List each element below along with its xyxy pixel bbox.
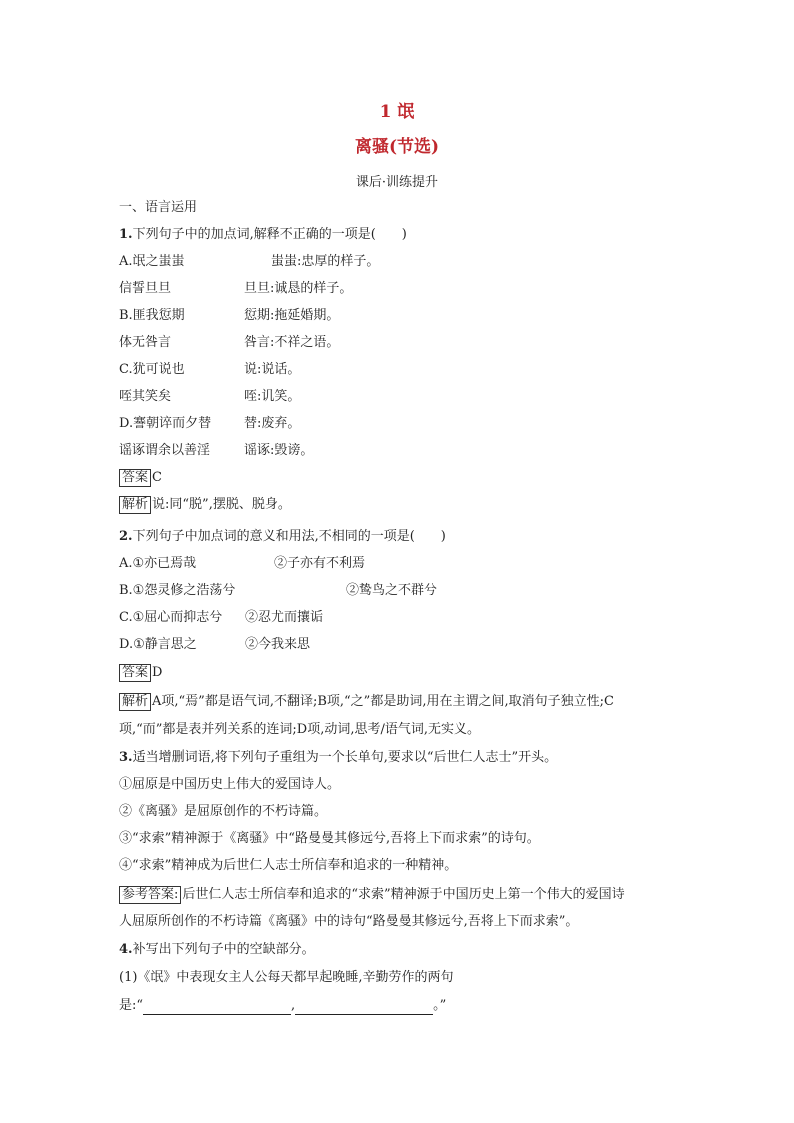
fill-prefix: 是:“ [119, 998, 144, 1013]
analysis-line [119, 693, 614, 711]
option-pair: ②今我来思 [245, 637, 311, 652]
option-row: D.謇朝谇而夕替 [119, 416, 212, 431]
option-row: D.①静言思之 [119, 637, 197, 652]
answer-value: C [152, 470, 162, 485]
fill-in-line [119, 997, 446, 1015]
part-heading: 一、语言运用 [119, 200, 198, 215]
option-row: B.①怨灵修之浩荡兮 [119, 583, 236, 598]
option-row: A.氓之蚩蚩 [119, 254, 185, 269]
analysis-line [119, 496, 291, 514]
option-row: 咥其笑矣 [119, 389, 172, 404]
answer-value: D [152, 665, 163, 680]
answer-line [119, 664, 162, 682]
option-gloss: 蚩蚩:忠厚的样子。 [271, 254, 380, 269]
reference-answer-continuation: 人屈原所创作的不朽诗篇《离骚》中的诗句“路曼曼其修远兮,吾将上下而求索”。 [119, 914, 579, 929]
answer-line [119, 469, 162, 487]
list-item: ④“求索”精神成为后世仁人志士所信奉和追求的一种精神。 [119, 858, 458, 873]
option-pair: ②鸷鸟之不群兮 [346, 583, 438, 598]
fill-separator: , [291, 998, 296, 1013]
question-number: 4. [119, 942, 133, 957]
question-2 [119, 528, 446, 546]
question-number: 3. [119, 750, 133, 765]
analysis-text: A项,“焉”都是语气词,不翻译;B项,“之”都是助词,用在主谓之间,取消句子独立性;C [152, 694, 614, 709]
option-gloss: 咎言:不祥之语。 [244, 335, 340, 350]
answer-label: 答案 [119, 469, 151, 487]
option-pair: ②忍尤而攘诟 [245, 610, 324, 625]
question-number: 2. [119, 529, 133, 544]
analysis-label: 解析 [119, 693, 151, 711]
option-row: A.①亦已焉哉 [119, 556, 197, 571]
option-pair: ②子亦有不利焉 [274, 556, 366, 571]
analysis-continuation: 项,“而”都是表并列关系的连词;D项,动词,思考/语气词,无实义。 [119, 722, 481, 737]
option-gloss: 愆期:拖延婚期。 [244, 308, 340, 323]
sub-question-1: (1)《氓》中表现女主人公每天都早起晚睡,辛勤劳作的两句 [119, 970, 454, 985]
answer-label: 答案 [119, 664, 151, 682]
section-tag: 课后·训练提升 [355, 175, 439, 190]
reference-answer-text: 后世仁人志士所信奉和追求的“求索”精神源于中国历史上第一个伟大的爱国诗 [182, 887, 625, 902]
reference-answer-line [119, 886, 625, 904]
option-gloss: 咥:讥笑。 [244, 389, 301, 404]
blank-field-2[interactable] [295, 1000, 433, 1015]
option-gloss: 替:废弃。 [244, 416, 301, 431]
page-subtitle: 离骚(节选) [354, 137, 440, 157]
option-row: B.匪我愆期 [119, 308, 185, 323]
blank-field-1[interactable] [143, 1000, 291, 1015]
option-row: C.犹可说也 [119, 362, 185, 377]
page-title: 1 氓 [379, 102, 415, 122]
option-gloss: 说:说话。 [244, 362, 301, 377]
option-gloss: 谣诼:毁谤。 [244, 443, 314, 458]
question-stem: 适当增删词语,将下列句子重组为一个长单句,要求以“后世仁人志士”开头。 [132, 750, 558, 765]
analysis-text: 说:同“脱”,摆脱、脱身。 [152, 497, 291, 512]
list-item: ①屈原是中国历史上伟大的爱国诗人。 [119, 777, 341, 792]
question-stem: 下列句子中的加点词,解释不正确的一项是( ) [132, 227, 407, 242]
reference-answer-label: 参考答案: [119, 886, 181, 904]
list-item: ③“求索”精神源于《离骚》中“路曼曼其修远兮,吾将上下而求索”的诗句。 [119, 831, 540, 846]
question-stem: 下列句子中加点词的意义和用法,不相同的一项是( ) [132, 529, 446, 544]
question-4 [119, 941, 315, 959]
option-gloss: 旦旦:诚恳的样子。 [244, 281, 353, 296]
question-stem: 补写出下列句子中的空缺部分。 [132, 942, 315, 957]
analysis-label: 解析 [119, 496, 151, 514]
question-3 [119, 749, 557, 767]
list-item: ②《离骚》是屈原创作的不朽诗篇。 [119, 804, 328, 819]
option-row: 体无咎言 [119, 335, 172, 350]
question-number: 1. [119, 227, 133, 242]
option-row: 信誓旦旦 [119, 281, 172, 296]
question-1 [119, 226, 407, 244]
fill-suffix: 。” [433, 998, 447, 1013]
option-row: C.①屈心而抑志兮 [119, 610, 223, 625]
option-row: 谣诼谓余以善淫 [119, 443, 211, 458]
